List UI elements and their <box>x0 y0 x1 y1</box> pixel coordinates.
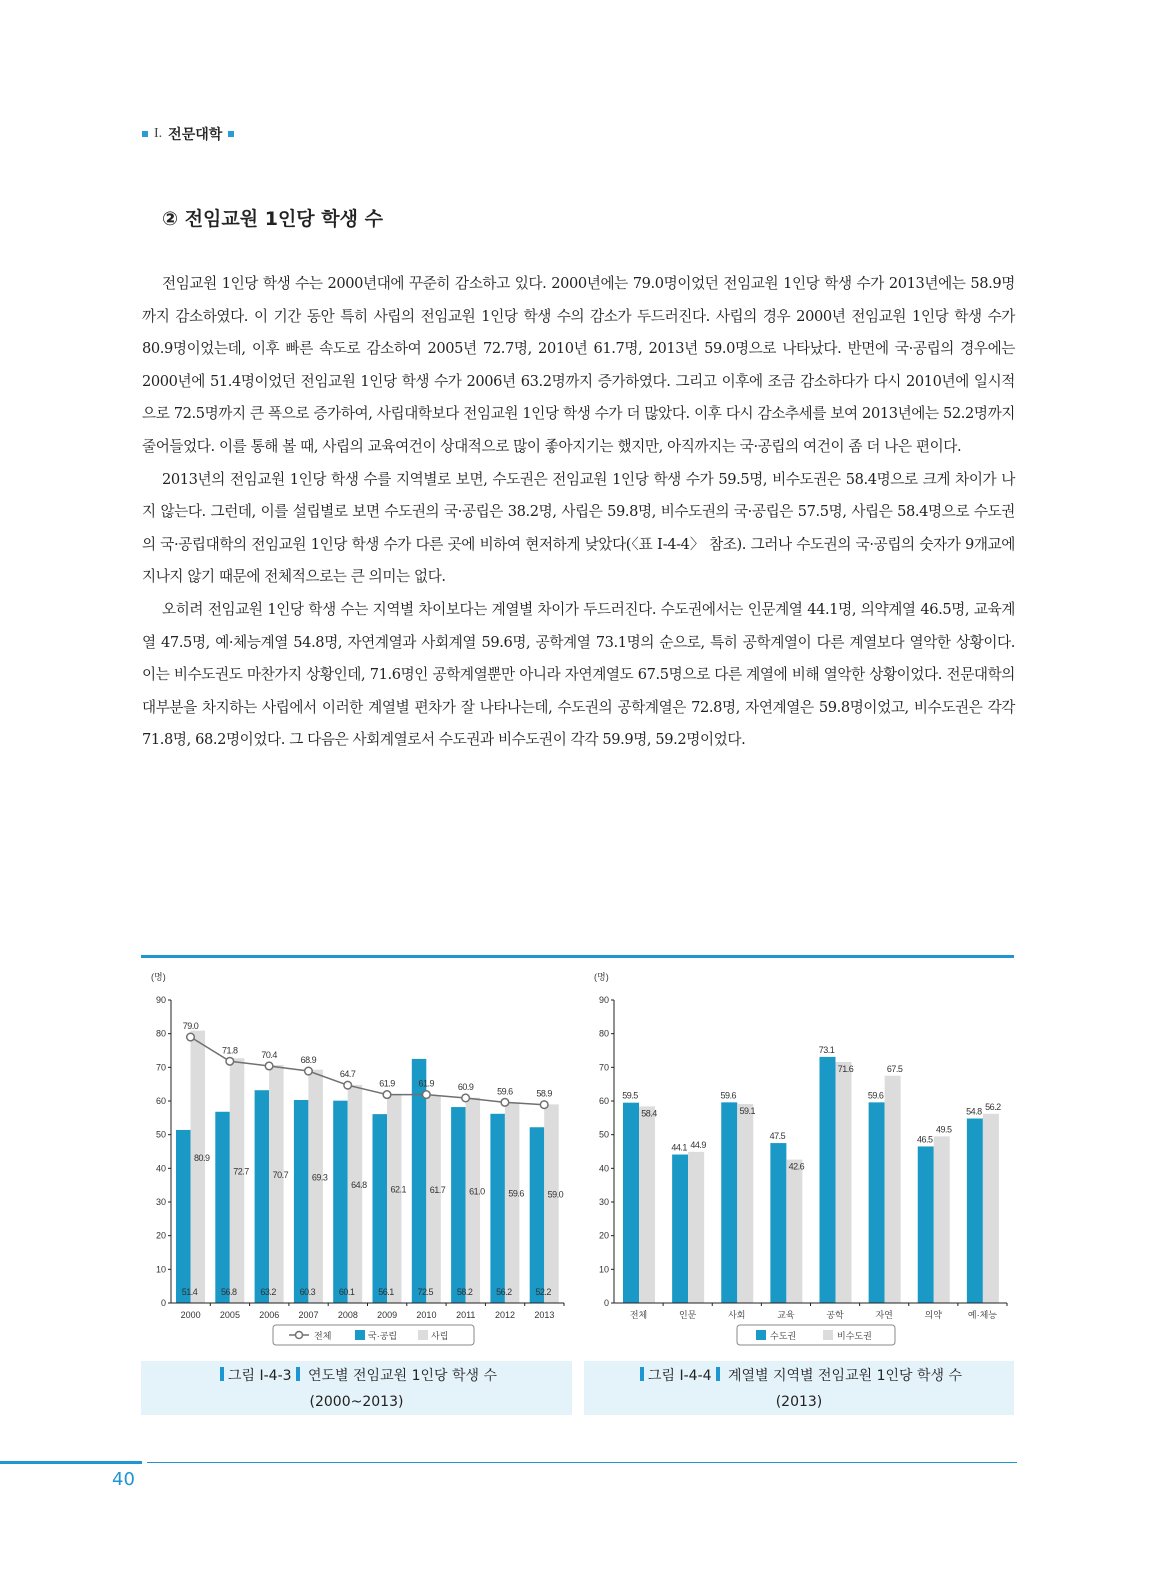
bar-primary-label: 73.1 <box>818 1044 835 1055</box>
caption-bar-icon <box>716 1367 720 1381</box>
bar-secondary <box>786 1160 802 1303</box>
x-tick-label: 2011 <box>456 1310 476 1320</box>
bar-primary-label: 44.1 <box>671 1142 687 1153</box>
bar-secondary-label: 56.2 <box>985 1101 1001 1112</box>
legend-label: 전체 <box>314 1331 332 1341</box>
bar-secondary <box>688 1152 704 1303</box>
caption-label: 그림 Ⅰ-4-4 <box>647 1368 712 1384</box>
x-tick-label: 2012 <box>495 1310 516 1320</box>
line-point <box>265 1062 273 1070</box>
line-point-label: 70.4 <box>261 1049 277 1060</box>
y-tick-label: 70 <box>155 1062 166 1073</box>
figure-caption-1 <box>141 1361 572 1415</box>
bar-primary-label: 52.2 <box>535 1287 551 1297</box>
bar-primary-label: 59.6 <box>867 1090 884 1101</box>
y-tick-label: 30 <box>155 1197 166 1207</box>
bar-secondary <box>836 1062 852 1303</box>
bar-secondary <box>983 1114 999 1303</box>
header-bullet-icon <box>228 131 234 137</box>
line-point <box>187 1033 195 1041</box>
x-tick-label: 사회 <box>728 1310 746 1320</box>
bar-primary-label: 58.2 <box>456 1287 473 1297</box>
bar-primary <box>869 1102 885 1303</box>
chart-yearly-svg <box>141 962 572 1357</box>
line-point <box>423 1091 431 1099</box>
chart-by-field-svg <box>584 962 1015 1357</box>
bar-primary <box>721 1102 737 1303</box>
bar-secondary-label: 59.1 <box>739 1106 756 1117</box>
caption-subtitle: (2000~2013) <box>309 1394 404 1410</box>
bar-secondary <box>934 1136 950 1303</box>
bar-secondary-label: 69.3 <box>311 1172 328 1183</box>
paragraph: 전임교원 1인당 학생 수는 2000년대에 꾸준히 감소하고 있다. 2000년에는 79.0명이었던 전임교원 1인당 학생 수가 2013년에는 58.9명까지 감소하였다. 이 기간 동안 특히 사립의 전임교원 1인당 학생 수의 감소가 두드러진다. 사립의 경우 2000년 전임교원 1인당 학생 수가 80.9명이었는데, 이후 빠른 속도로 감소하여 2005년 72.7명, 2010년 61.7명, 2013년 59.0명으로 나타났다. 반면에 국·공립의 경우에는 2000년에 51.4명이었던 전임교원 1인당 학생 수가 2006년 63.2명까지 증가하였다. 그리고 이후에 조금 감소하다가 다시 2010년에 일시적으로 72.5명까지 큰 폭으로 증가하여, 사립대학보다 전임교원 1인당 학생 수가 더 많았다. 이후 다시 감소추세를 보여 2013년에는 52.2명까지 줄어들었다. 이를 통해 볼 때, 사립의 교육여건이 상대적으로 많이 좋아지기는 했지만, 아직까지는 국·공립의 여건이 좀 더 나은 편이다. <box>142 275 1015 455</box>
bar-secondary <box>230 1058 245 1303</box>
line-point-label: 60.9 <box>457 1081 474 1092</box>
x-tick-label: 2009 <box>377 1310 398 1320</box>
bar-secondary-label: 42.6 <box>788 1161 805 1172</box>
y-tick-label: 50 <box>155 1129 166 1140</box>
line-point-label: 71.8 <box>222 1045 238 1056</box>
x-tick-label: 2013 <box>534 1310 555 1320</box>
body-text <box>142 268 1015 757</box>
bar-primary-label: 56.1 <box>378 1287 394 1297</box>
bar-primary <box>530 1127 545 1303</box>
bar-primary-label: 60.3 <box>299 1287 316 1297</box>
bar-primary <box>967 1119 983 1303</box>
bar-secondary <box>426 1095 441 1303</box>
y-tick-label: 20 <box>155 1230 166 1241</box>
bar-secondary-label: 61.0 <box>469 1186 485 1197</box>
line-point-label: 58.9 <box>536 1088 552 1099</box>
paragraph: 2013년의 전임교원 1인당 학생 수를 지역별로 보면, 수도권은 전임교원 1인당 학생 수가 59.5명, 비수도권은 58.4명으로 크게 차이가 나지 않는다. 그런데, 이를 설립별로 보면 수도권의 국·공립은 38.2명, 사립은 59.8명, 비수도권의 국·공립은 57.5명, 사립은 58.4명으로 수도권의 국·공립대학의 전임교원 1인당 학생 수가 다른 곳에 비하여 현저하게 낮았다(〈표 Ⅰ-4-4〉 참조). 그러나 수도권의 국·공립의 숫자가 9개교에 지나지 않기 때문에 전체적으로는 큰 의미는 없다. <box>142 470 1015 586</box>
figure-divider <box>141 955 1014 958</box>
figure-caption-2 <box>584 1361 1014 1415</box>
bar-secondary <box>466 1098 481 1303</box>
bar-primary-label: 60.1 <box>338 1287 355 1297</box>
chapter-roman: I. <box>154 126 163 141</box>
bar-secondary-label: 44.9 <box>690 1139 706 1150</box>
line-point-label: 64.7 <box>339 1069 356 1080</box>
bar-primary-label: 63.2 <box>260 1287 276 1297</box>
footer-rule-thick <box>0 1461 142 1464</box>
bar-primary <box>333 1101 348 1303</box>
x-tick-label: 인문 <box>678 1310 697 1320</box>
bar-secondary-label: 71.6 <box>837 1063 854 1074</box>
caption-subtitle: (2013) <box>775 1394 823 1410</box>
y-tick-label: 90 <box>155 995 166 1005</box>
bar-secondary <box>308 1070 323 1303</box>
bar-secondary-label: 49.5 <box>935 1124 952 1135</box>
section-title: ② 전임교원 1인당 학생 수 <box>162 208 383 230</box>
bar-primary <box>918 1146 934 1303</box>
legend-label: 수도권 <box>770 1331 797 1341</box>
bar-secondary-label: 62.1 <box>390 1184 407 1195</box>
bar-secondary <box>505 1102 520 1303</box>
caption-bar-icon <box>220 1367 224 1381</box>
bar-secondary-label: 80.9 <box>193 1152 210 1163</box>
legend-label: 국·공립 <box>368 1331 398 1341</box>
line-point-label: 61.9 <box>418 1078 435 1089</box>
line-point <box>305 1067 313 1075</box>
y-tick-label: 10 <box>598 1264 609 1275</box>
chart-legend <box>737 1325 895 1345</box>
legend-label: 사립 <box>431 1331 449 1341</box>
line-point-label: 59.6 <box>497 1086 513 1097</box>
caption-title: 연도별 전임교원 1인당 학생 수 <box>308 1368 497 1384</box>
legend-swatch <box>355 1330 365 1340</box>
line-point <box>462 1094 470 1102</box>
bar-primary <box>672 1155 688 1303</box>
y-tick-label: 10 <box>155 1264 166 1275</box>
bar-secondary <box>269 1065 284 1303</box>
line-point <box>226 1057 234 1065</box>
x-tick-label: 공학 <box>826 1310 844 1320</box>
page-number: 40 <box>112 1469 135 1490</box>
line-point-label: 61.9 <box>379 1078 395 1089</box>
caption-bar-icon <box>640 1367 644 1381</box>
y-tick-label: 70 <box>598 1062 609 1073</box>
y-tick-label: 80 <box>155 1028 166 1039</box>
legend-point-swatch <box>296 1332 303 1339</box>
bar-primary <box>451 1107 466 1303</box>
paragraph: 오히려 전임교원 1인당 학생 수는 지역별 차이보다는 계열별 차이가 두드러진다. 수도권에서는 인문계열 44.1명, 의약계열 46.5명, 교육계열 47.5명, 예·체능계열 54.8명, 자연계열과 사회계열 59.6명, 공학계열 73.1명의 순으로, 특히 공학계열이 다른 계열보다 열악한 상황이다. 이는 비수도권도 마찬가지 상황인데, 71.6명인 공학계열뿐만 아니라 자연계열도 67.5명으로 다른 계열에 비해 열악한 상황이었다. 전문대학의 대부분을 차지하는 사립에서 이러한 계열별 편차가 잘 나타나는데, 수도권의 공학계열은 72.8명, 자연계열은 59.8명이었고, 비수도권은 각각 71.8명, 68.2명이었다. 그 다음은 사회계열로서 수도권과 비수도권이 각각 59.9명, 59.2명이었다. <box>142 600 1015 749</box>
bar-secondary-label: 72.7 <box>233 1166 249 1177</box>
line-point <box>540 1101 548 1109</box>
legend-swatch <box>418 1330 428 1340</box>
legend-label: 비수도권 <box>837 1331 872 1341</box>
chart-by-field <box>584 962 1015 1357</box>
bar-secondary <box>191 1031 206 1303</box>
bar-primary <box>255 1090 270 1303</box>
bar-primary-label: 47.5 <box>769 1131 786 1142</box>
bar-primary <box>294 1100 309 1303</box>
bar-secondary <box>544 1104 559 1303</box>
x-tick-label: 2008 <box>337 1310 358 1320</box>
bar-primary <box>215 1112 230 1303</box>
y-tick-label: 90 <box>598 995 609 1005</box>
x-tick-label: 2000 <box>180 1310 201 1320</box>
line-point <box>344 1081 352 1089</box>
y-tick-label: 80 <box>598 1028 609 1039</box>
x-tick-label: 예·체능 <box>967 1310 997 1320</box>
y-tick-label: 30 <box>598 1197 609 1207</box>
chart-yearly <box>141 962 572 1357</box>
header-bullet-icon <box>142 131 148 137</box>
bar-primary <box>623 1103 639 1303</box>
bar-secondary-label: 61.7 <box>429 1185 446 1196</box>
x-tick-label: 전체 <box>629 1310 648 1320</box>
bar-primary-label: 72.5 <box>417 1287 434 1297</box>
bar-secondary-label: 64.8 <box>351 1179 367 1190</box>
bar-secondary <box>885 1076 901 1303</box>
bar-primary <box>770 1143 786 1303</box>
y-tick-label: 0 <box>160 1298 166 1308</box>
y-tick-label: 40 <box>598 1163 609 1174</box>
bar-primary-label: 59.6 <box>720 1090 737 1101</box>
bar-primary-label: 46.5 <box>916 1134 933 1145</box>
caption-label: 그림 Ⅰ-4-3 <box>228 1368 292 1384</box>
line-point <box>383 1091 391 1099</box>
y-tick-label: 40 <box>155 1163 166 1174</box>
bar-secondary <box>639 1106 655 1303</box>
bar-secondary-label: 67.5 <box>886 1063 903 1074</box>
x-tick-label: 2010 <box>416 1310 437 1320</box>
y-unit-label: (명) <box>594 972 609 982</box>
x-tick-label: 2007 <box>298 1310 319 1320</box>
bar-primary <box>490 1114 505 1303</box>
bar-secondary-label: 59.0 <box>547 1189 564 1200</box>
bar-secondary <box>387 1094 402 1303</box>
line-point-label: 79.0 <box>182 1021 199 1032</box>
bar-primary-label: 54.8 <box>966 1106 982 1117</box>
chart-legend <box>273 1325 474 1345</box>
bar-primary <box>373 1114 388 1303</box>
y-tick-label: 0 <box>603 1298 609 1308</box>
bar-secondary-label: 70.7 <box>272 1169 289 1180</box>
y-tick-label: 50 <box>598 1129 609 1140</box>
y-tick-label: 60 <box>155 1096 166 1106</box>
x-tick-label: 2006 <box>259 1310 280 1320</box>
bar-primary-label: 59.5 <box>622 1090 638 1101</box>
y-tick-label: 60 <box>598 1096 609 1106</box>
caption-bar-icon <box>296 1367 300 1381</box>
line-point-label: 68.9 <box>300 1055 317 1066</box>
bar-secondary-label: 59.6 <box>508 1188 524 1199</box>
y-tick-label: 20 <box>598 1230 609 1241</box>
bar-primary <box>176 1130 191 1303</box>
bar-secondary <box>737 1104 756 1303</box>
x-tick-label: 2005 <box>219 1310 240 1320</box>
legend-swatch <box>756 1330 766 1340</box>
bar-primary <box>820 1057 836 1303</box>
bar-primary-label: 56.8 <box>221 1287 237 1297</box>
bar-secondary <box>348 1085 363 1303</box>
running-header <box>142 124 234 144</box>
bar-secondary-label: 58.4 <box>641 1108 657 1119</box>
legend-swatch <box>823 1330 833 1340</box>
x-tick-label: 의약 <box>924 1310 943 1320</box>
footer-rule-thin <box>147 1462 1017 1463</box>
chapter-title: 전문대학 <box>168 127 223 143</box>
bar-primary-label: 51.4 <box>181 1287 198 1297</box>
line-point <box>501 1099 509 1107</box>
y-unit-label: (명) <box>151 972 166 982</box>
bar-primary-label: 56.2 <box>496 1287 512 1297</box>
x-tick-label: 자연 <box>875 1310 893 1320</box>
caption-title: 계열별 지역별 전임교원 1인당 학생 수 <box>727 1368 963 1384</box>
x-tick-label: 교육 <box>777 1310 795 1320</box>
